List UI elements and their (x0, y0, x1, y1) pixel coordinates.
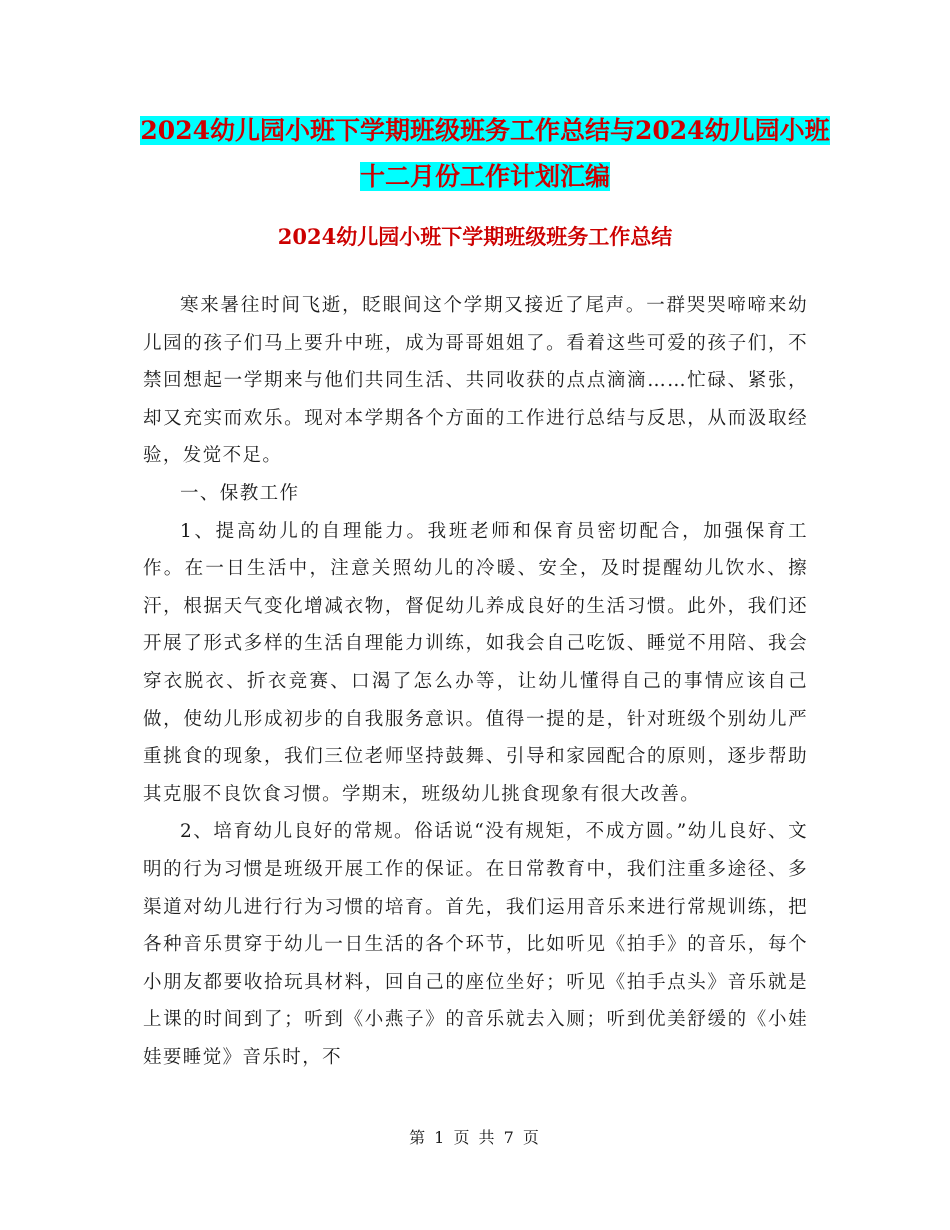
paragraph-intro: 寒来暑往时间飞逝，眨眼间这个学期又接近了尾声。一群哭哭啼啼来幼儿园的孩子们马上要升中班，成为哥哥姐姐了。看着这些可爱的孩子们，不禁回想起一学期来与他们共同生活、共同收获的点点滴滴……忙碌、紧张，却又充实而欢乐。现对本学期各个方面的工作进行总结与反思，从而汲取经验，发觉不足。 (143, 295, 808, 467)
section-title: 2024幼儿园小班下学期班级班务工作总结 (277, 224, 673, 249)
document-body (143, 287, 808, 1076)
paragraph-routines: 2、培育幼儿良好的常规。俗话说“没有规矩，不成方圆。”幼儿良好、文明的行为习惯是班级开展工作的保证。在日常教育中，我们注重多途径、多渠道对幼儿进行行为习惯的培育。首先，我们运用音乐来进行常规训练，把各种音乐贯穿于幼儿一日生活的各个环节，比如听见《拍手》的音乐，每个小朋友都要收拾玩具材料，回自己的座位坐好；听见《拍手点头》音乐就是上课的时间到了；听到《小燕子》的音乐就去入厕；听到优美舒缓的《小娃娃要睡觉》音乐时，不 (143, 821, 808, 1068)
document-title (140, 108, 830, 200)
document-title-text: 2024幼儿园小班下学期班级班务工作总结与2024幼儿园小班十二月份工作计划汇编 (140, 116, 830, 191)
paragraph-heading-care-education: 一、保教工作 (180, 482, 300, 504)
paragraph-self-care: 1、提高幼儿的自理能力。我班老师和保育员密切配合，加强保育工作。在一日生活中，注意关照幼儿的冷暖、安全，及时提醒幼儿饮水、擦汗，根据天气变化增减衣物，督促幼儿养成良好的生活习惯。此外，我们还开展了形式多样的生活自理能力训练，如我会自己吃饭、睡觉不用陪、我会穿衣脱衣、折衣竞赛、口渴了怎么办等，让幼儿懂得自己的事情应该自己做，使幼儿形成初步的自我服务意识。值得一提的是，针对班级个别幼儿严重挑食的现象，我们三位老师坚持鼓舞、引导和家园配合的原则，逐步帮助其克服不良饮食习惯。学期末，班级幼儿挑食现象有很大改善。 (143, 520, 808, 805)
page-footer: 第 1 页 共 7 页 (409, 1128, 541, 1147)
